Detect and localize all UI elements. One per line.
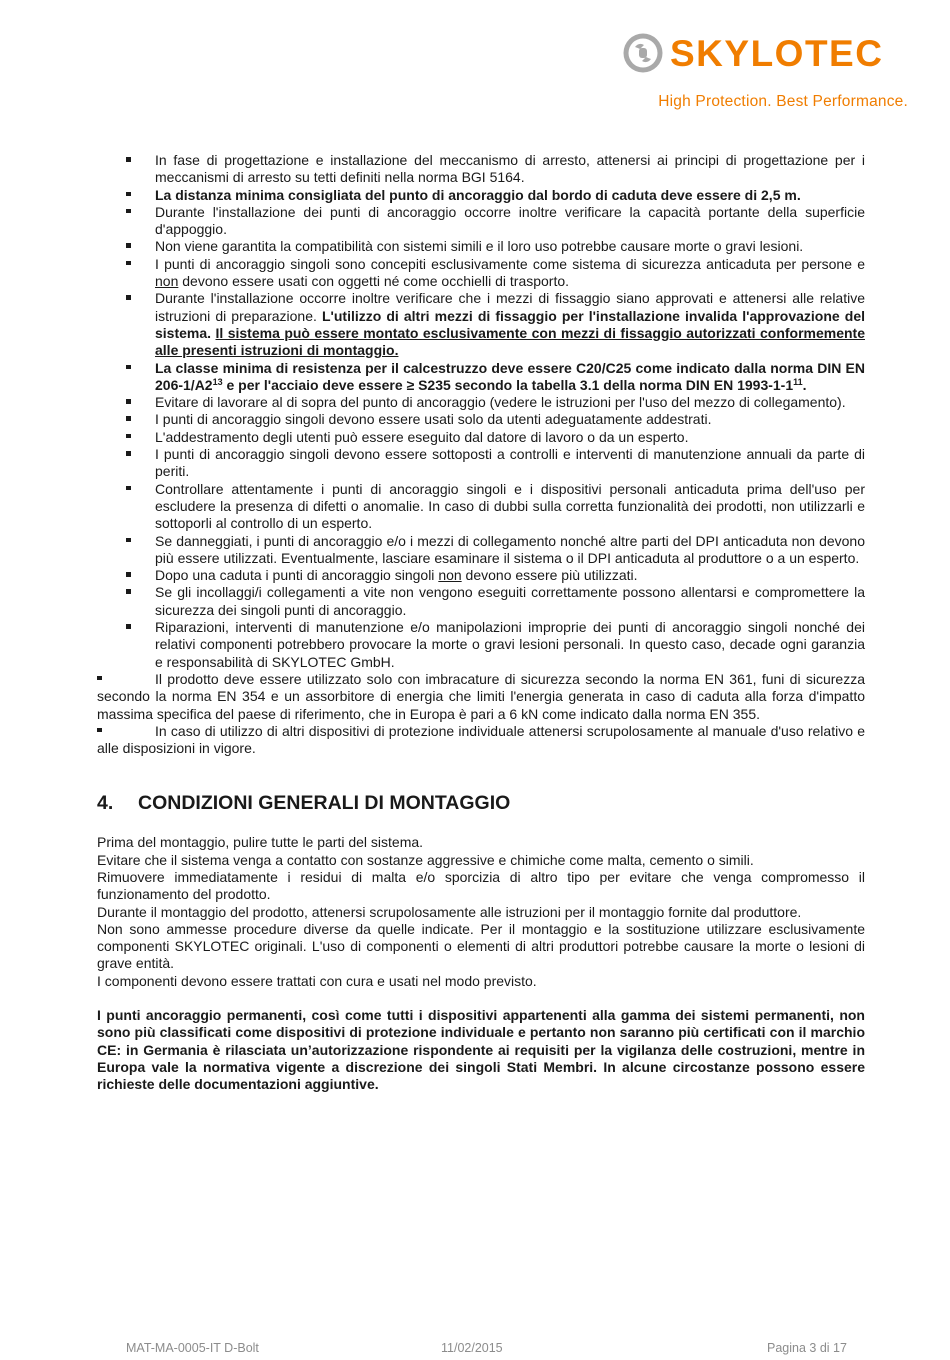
bullet-item <box>97 290 865 359</box>
bullet-text: Durante l'installazione occorre inoltre verificare che i mezzi di fissaggio siano approvati e attenersi alle relative istruzioni di preparazione. <box>155 290 865 324</box>
bullet-text: Il prodotto deve essere utilizzato solo con imbracature di sicurezza secondo la norma EN 361, funi di sicurezza secondo la norma EN 354 e un assorbitore di energia che limiti l'energia generata in caso di caduta alla forza d'impatto massima specifica del paese di riferimento, che in Europa è pari a 6 kN come indicato dalla norma EN 355. <box>97 670 865 722</box>
footnote-ref: 13 <box>212 376 223 387</box>
bullet-text: non <box>438 567 462 584</box>
paragraph: Rimuovere immediatamente i residui di malta e/o sporcizia di altro tipo per evitare che venga compromesso il funzionamento del prodotto. <box>97 868 865 903</box>
bullet-text: L'utilizzo di altri mezzi di fissaggio per l'installazione invalida l'approvazione del sistema. <box>155 307 865 341</box>
bullet-text: devono essere più utilizzati. <box>461 567 638 584</box>
section-title: CONDIZIONI GENERALI DI MONTAGGIO <box>138 792 511 815</box>
bullet-item <box>97 394 865 411</box>
bullet-text: Non viene garantita la compatibilità con sistemi simili e il loro uso potrebbe causare morte o gravi lesioni. <box>155 238 804 255</box>
safety-bullet-list <box>97 152 865 757</box>
bullet-text: Riparazioni, interventi di manutenzione e/o manipolazioni improprie dei punti di ancoraggio singoli nonché dei relativi componenti potrebbero provocare la morte o gravi lesioni personali. In questo caso, decade ogni garanzia e responsabilità di SKYLOTEC GmbH. <box>155 619 865 670</box>
footnote-ref: 11 <box>793 376 803 387</box>
bullet-item <box>97 533 865 568</box>
bullet-item <box>97 429 865 446</box>
certification-note: I punti ancoraggio permanenti, così come tutti i dispositivi appartenenti alla gamma dei sistemi permanenti, non sono più classificati come dispositivi di protezione individuale e pertanto non saranno più certificati con il marchio CE: in Germania è rilasciata un’autorizzazione rispondente ai requisiti per la vigilanza delle costruzioni, mentre in Europa vale la normativa vigente a discrezione dei singoli Stati Membri. In alcune circostanze possono essere richieste delle documentazioni aggiuntive. <box>97 1007 865 1093</box>
tagline: High Protection. Best Performance. <box>658 93 908 110</box>
bullet-text: non <box>155 273 179 290</box>
paragraph: Durante il montaggio del prodotto, attenersi scrupolosamente alle istruzioni per il montaggio fornite dal produttore. <box>97 903 802 920</box>
skylotec-logo <box>622 30 912 76</box>
bullet-item <box>97 584 865 619</box>
bullet-item <box>97 723 865 758</box>
bullet-text: I punti di ancoraggio singoli devono essere sottoposti a controlli e interventi di manutenzione annuali da parte di periti. <box>155 446 865 480</box>
footer-page-number: Pagina 3 di 17 <box>767 1341 847 1355</box>
bullet-item <box>97 152 865 187</box>
paragraph: Non sono ammesse procedure diverse da quelle indicate. Per il montaggio e la sostituzione utilizzare esclusivamente componenti SKYLOTEC originali. L'uso di componenti o elementi di altri produttori potrebbe causare la morte o lesioni di grave entità. <box>97 920 865 972</box>
mounting-paragraphs <box>97 834 865 990</box>
skylotec-emblem-icon <box>622 32 664 74</box>
paragraph: I componenti devono essere trattati con cura e usati nel modo previsto. <box>97 972 537 989</box>
bullet-text: In caso di utilizzo di altri dispositivi di protezione individuale attenersi scrupolosamente al manuale d'uso relativo e alle disposizioni in vigore. <box>97 722 865 757</box>
bullet-item <box>97 411 865 428</box>
bullet-text: I punti di ancoraggio singoli devono essere usati solo da utenti adeguatamente addestrati. <box>155 411 712 428</box>
bullet-item <box>97 446 865 481</box>
paragraph: Prima del montaggio, pulire tutte le parti del sistema. <box>97 834 424 851</box>
bullet-text: L'addestramento degli utenti può essere eseguito dal datore di lavoro o da un esperto. <box>155 428 689 445</box>
bullet-item <box>97 187 865 204</box>
bullet-text: Controllare attentamente i punti di ancoraggio singoli e i dispositivi personali anticaduta prima dell'uso per escludere la presenza di difetti o anomalie. In caso di dubbi sulla corretta funzionalità dei prodotti, non utilizzarli e sottoporli al controllo di un esperto. <box>155 480 865 532</box>
bullet-text: . <box>802 376 807 393</box>
bullet-text: Evitare di lavorare al di sopra del punto di ancoraggio (vedere le istruzioni per l'uso del mezzo di collegamento). <box>155 394 846 411</box>
bullet-item <box>97 360 865 395</box>
section-number: 4. <box>97 792 114 815</box>
paragraph: Evitare che il sistema venga a contatto con sostanze aggressive e chimiche come malta, cemento o simili. <box>97 851 754 868</box>
bullet-item <box>97 481 865 533</box>
bullet-item <box>97 567 865 584</box>
bullet-item <box>97 619 865 671</box>
footer-date: 11/02/2015 <box>441 1341 503 1355</box>
logo-wordmark: SKYLOTEC <box>670 33 884 74</box>
bullet-text: La classe minima di resistenza per il calcestruzzo deve essere C20/C25 come indicato dalla norma DIN EN 206-1/A2 <box>155 359 865 393</box>
section-heading <box>97 791 865 815</box>
page-content <box>97 152 865 1108</box>
bullet-text: La distanza minima consigliata del punto di ancoraggio dal bordo di caduta deve essere di 2,5 m. <box>155 186 801 203</box>
bullet-item <box>97 238 865 255</box>
bullet-text: Se gli incollaggi/i collegamenti a vite non vengono eseguiti correttamente possono allentarsi e compromettere la sicurezza dei singoli punti di ancoraggio. <box>155 584 865 618</box>
footer-doc-code: MAT-MA-0005-IT D-Bolt <box>126 1341 259 1355</box>
bullet-text: In fase di progettazione e installazione del meccanismo di arresto, attenersi ai principi di progettazione per i meccanismi di arresto su tetti definiti nella norma BGI 5164. <box>155 152 865 186</box>
bullet-text: Durante l'installazione dei punti di ancoraggio occorre inoltre verificare la capacità portante della superficie d'appoggio. <box>155 203 865 238</box>
bullet-item <box>97 671 865 723</box>
bullet-text: e per l'acciaio deve essere ≥ S235 secondo la tabella 3.1 della norma DIN EN 1993-1-1 <box>222 376 794 393</box>
bullet-item <box>97 204 865 239</box>
bullet-text: Il sistema può essere montato esclusivamente con mezzi di fissaggio autorizzati conformemente alle presenti istruzioni di montaggio. <box>155 324 865 359</box>
bullet-text: Dopo una caduta i punti di ancoraggio singoli <box>155 567 439 584</box>
bullet-item <box>97 256 865 291</box>
bullet-text: I punti di ancoraggio singoli sono concepiti esclusivamente come sistema di sicurezza anticaduta per persone e <box>155 255 865 272</box>
bullet-text: Se danneggiati, i punti di ancoraggio e/o i mezzi di collegamento nonché altre parti del DPI anticaduta non devono più essere utilizzati. Eventualmente, lasciare esaminare il sistema o il DPI anticaduta al produttore o a un esperto. <box>155 532 865 566</box>
bullet-text: devono essere usati con oggetti né come occhielli di trasporto. <box>178 273 570 290</box>
